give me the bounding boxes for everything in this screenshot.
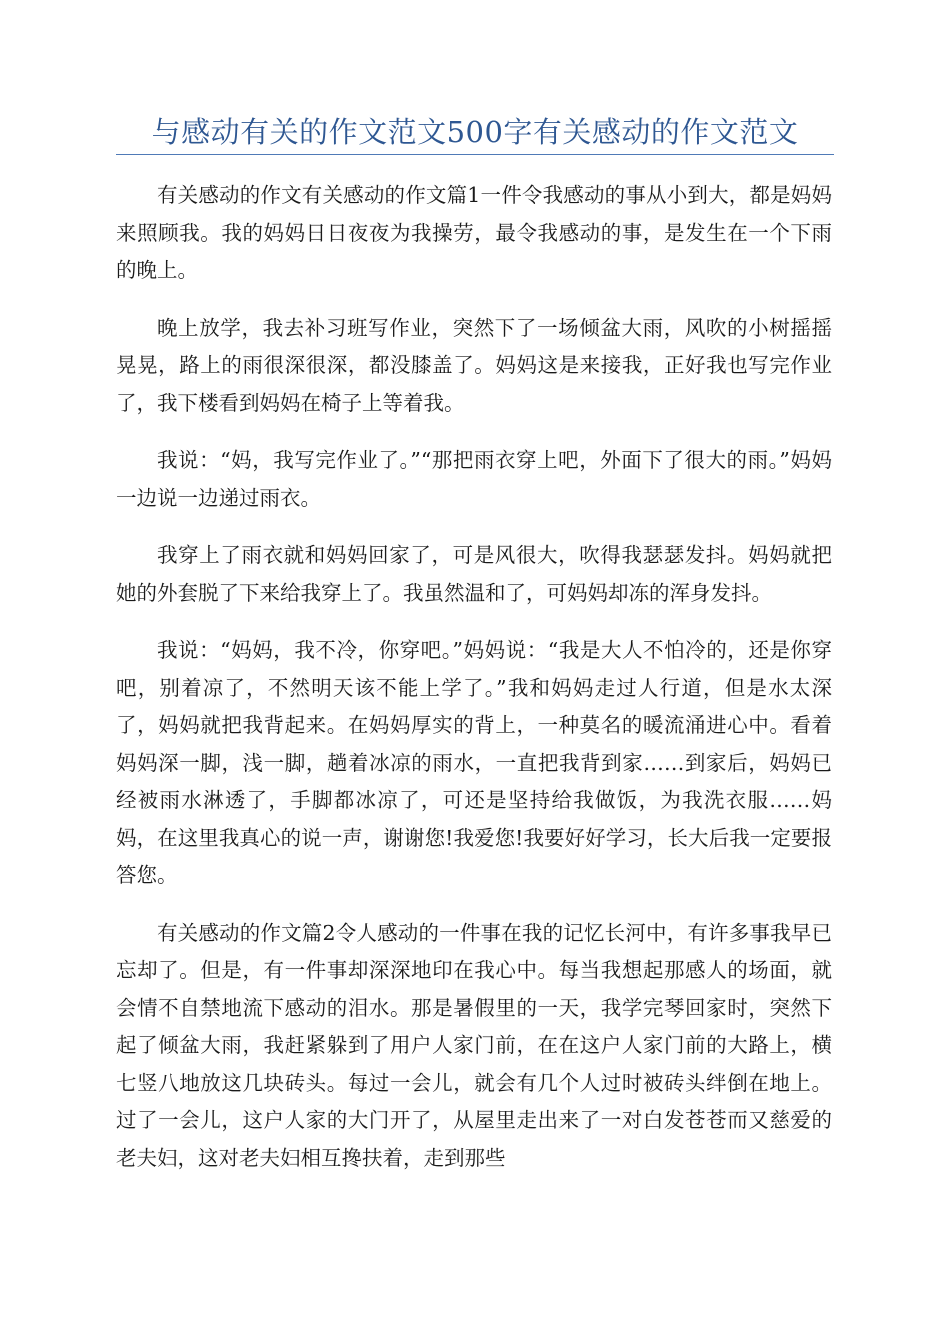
paragraph: 晚上放学，我去补习班写作业，突然下了一场倾盆大雨，风吹的小树摇摇晃晃，路上的雨很深很深，都没膝盖了。妈妈这是来接我，正好我也写完作业了，我下楼看到妈妈在椅子上等着我。	[116, 315, 832, 415]
paragraph: 我说：“妈，我写完作业了。”“那把雨衣穿上吧，外面下了很大的雨。”妈妈一边说一边递过雨衣。	[116, 448, 832, 510]
title-underline	[116, 154, 834, 155]
paragraph: 有关感动的作文有关感动的作文篇1一件令我感动的事从小到大，都是妈妈来照顾我。我的妈妈日日夜夜为我操劳，最令我感动的事，是发生在一个下雨的晚上。	[116, 183, 832, 282]
paragraph: 我穿上了雨衣就和妈妈回家了，可是风很大，吹得我瑟瑟发抖。妈妈就把她的外套脱了下来给我穿上了。我虽然温和了，可妈妈却冻的浑身发抖。	[116, 543, 832, 605]
document-body	[116, 177, 832, 1197]
paragraph: 有关感动的作文篇2令人感动的一件事在我的记忆长河中，有许多事我早已忘却了。但是，有一件事却深深地印在我心中。每当我想起那感人的场面，就会情不自禁地流下感动的泪水。那是暑假里的一天，我学完琴回家时，突然下起了倾盆大雨，我赶紧躲到了用户人家门前，在在这户人家门前的大路上，横七竖八地放这几块砖头。每过一会儿，就会有几个人过时被砖头绊倒在地上。过了一会儿，这户人家的大门开了，从屋里走出来了一对白发苍苍而又慈爱的老夫妇，这对老夫妇相互搀扶着，走到那些	[116, 920, 832, 1170]
paragraph: 我说：“妈妈，我不冷，你穿吧。”妈妈说：“我是大人不怕冷的，还是你穿吧，别着凉了，不然明天该不能上学了。”我和妈妈走过人行道，但是水太深了，妈妈就把我背起来。在妈妈厚实的背上，一种莫名的暖流涌进心中。看着妈妈深一脚，浅一脚，趟着冰凉的雨水，一直把我背到家……到家后，妈妈已经被雨水淋透了，手脚都冰凉了，可还是坚持给我做饭，为我洗衣服……妈妈，在这里我真心的说一声，谢谢您!我爱您!我要好好学习，长大后我一定要报答您。	[116, 638, 832, 887]
document-title: 与感动有关的作文范文500字有关感动的作文范文	[151, 115, 799, 149]
